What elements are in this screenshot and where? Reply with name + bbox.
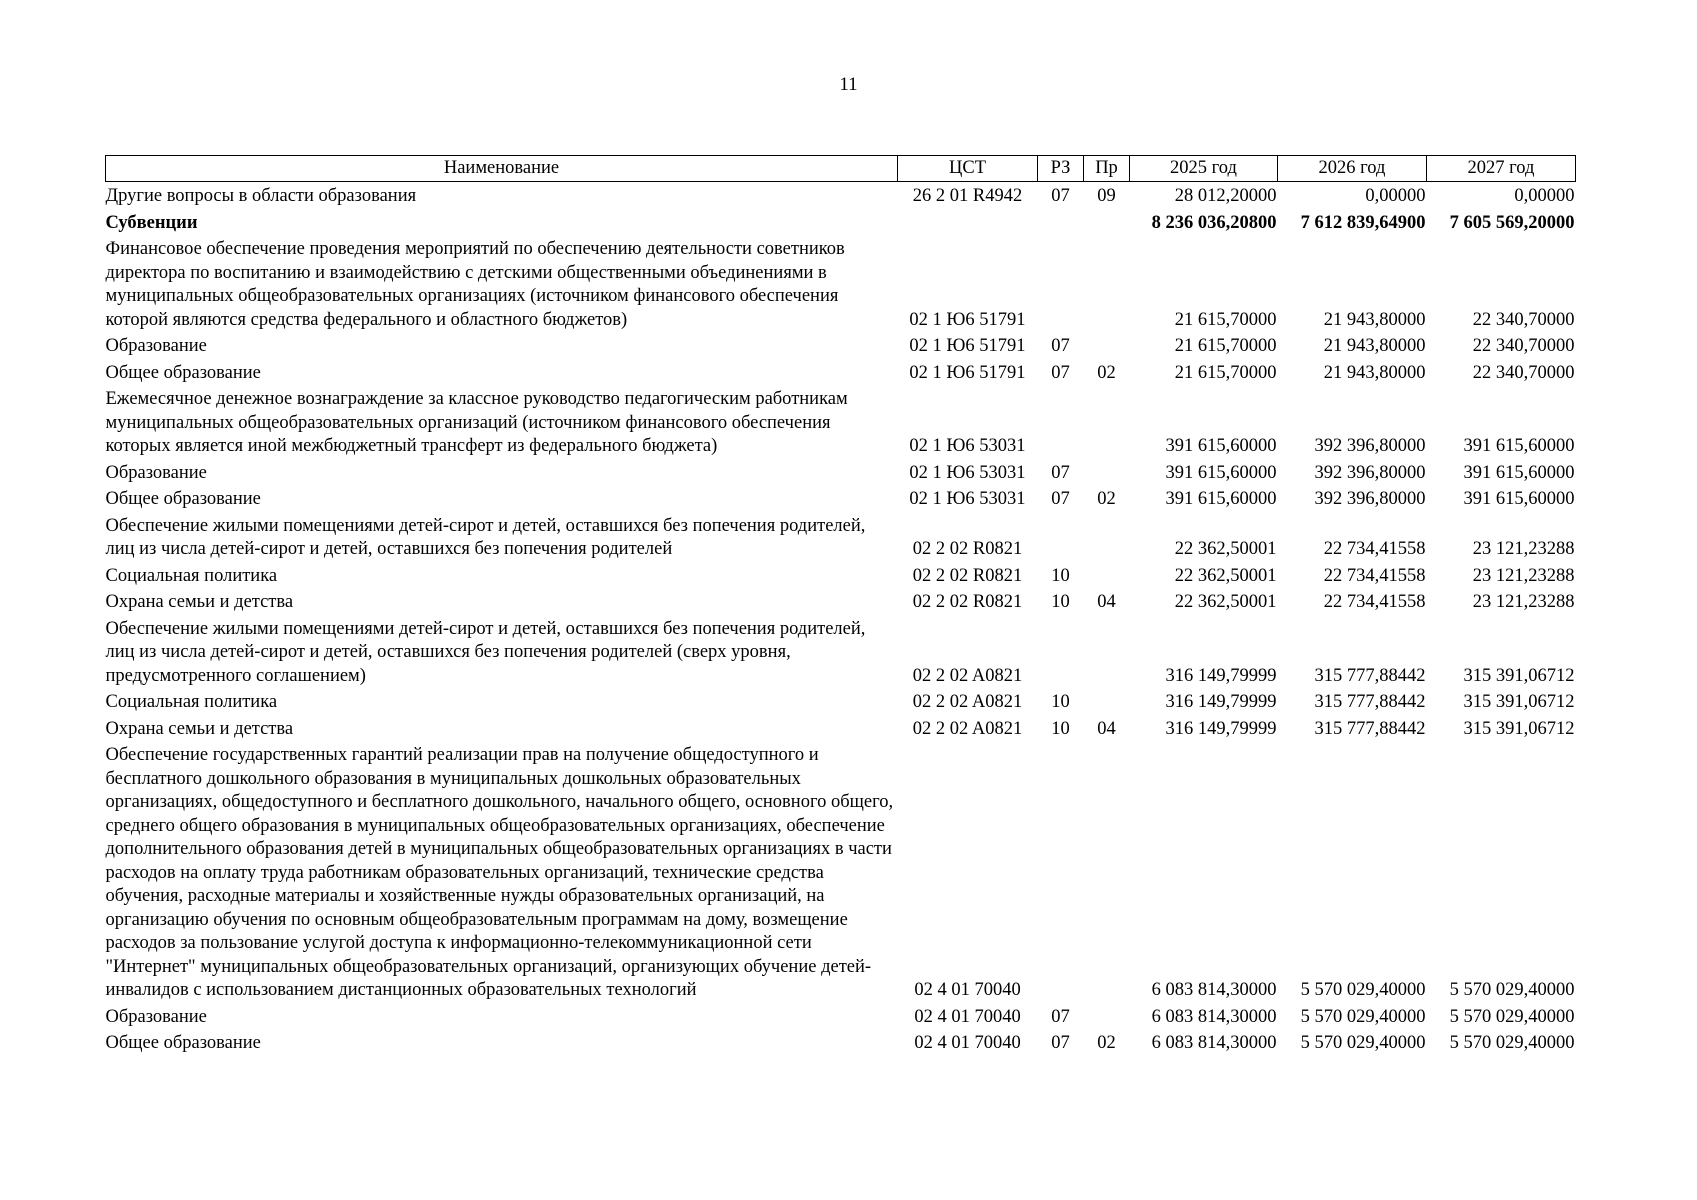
header-2027: 2027 год: [1427, 156, 1576, 182]
row-2027: 22 340,70000: [1472, 309, 1575, 330]
header-name: Наименование: [106, 156, 898, 182]
row-2027: 0,00000: [1514, 186, 1575, 206]
row-2026: 0,00000: [1365, 186, 1426, 206]
row-rz: 07: [1051, 186, 1070, 206]
row-name: Субвенции: [105, 212, 198, 233]
row-rz: 07: [1051, 362, 1070, 383]
row-2026: 5 570 029,40000: [1300, 1033, 1426, 1053]
row-rz: 07: [1051, 489, 1070, 509]
row-2027: 5 570 029,40000: [1449, 1006, 1575, 1027]
row-2026: 392 396,80000: [1314, 489, 1426, 509]
row-rz: 10: [1051, 565, 1070, 586]
row-pr: 04: [1097, 592, 1116, 612]
row-cst: 02 2 02 A0821: [912, 665, 1023, 686]
row-pr: 02: [1097, 362, 1116, 383]
row-cst: 26 2 01 R4942: [912, 186, 1023, 206]
row-cst: 02 2 02 A0821: [912, 718, 1023, 739]
row-name: Охрана семьи и детства: [105, 592, 294, 612]
row-2026: 21 943,80000: [1323, 336, 1426, 356]
page-number: 11: [839, 74, 858, 95]
header-rz: РЗ: [1038, 156, 1084, 182]
row-pr: [1084, 332, 1130, 359]
header-2026: 2026 год: [1278, 156, 1427, 182]
row-rz: 10: [1051, 692, 1070, 712]
row-cst: 02 1 Ю6 51791: [909, 362, 1026, 383]
row-pr: [1084, 209, 1130, 236]
row-2025: 22 362,50001: [1174, 539, 1277, 559]
row-cst: 02 1 Ю6 51791: [909, 336, 1026, 356]
header-pr: Пр: [1084, 156, 1130, 182]
row-pr: 04: [1097, 718, 1116, 739]
row-name: Другие вопросы в области образования: [105, 186, 417, 206]
row-cst: 02 1 Ю6 53031: [909, 462, 1026, 483]
table-row: [106, 235, 1576, 332]
row-2027: 22 340,70000: [1472, 362, 1575, 383]
row-2027: 391 615,60000: [1463, 489, 1575, 509]
row-2026: 392 396,80000: [1314, 436, 1426, 456]
row-rz: 10: [1051, 592, 1070, 612]
header-2025: 2025 год: [1130, 156, 1278, 182]
row-2026: 22 734,41558: [1323, 539, 1426, 559]
row-2027: 391 615,60000: [1463, 462, 1575, 483]
row-cst: 02 1 Ю6 53031: [909, 436, 1026, 456]
table-row: [106, 741, 1576, 1003]
row-2026: 7 612 839,64900: [1300, 212, 1426, 233]
row-rz: 07: [1051, 1006, 1070, 1027]
row-cst: 02 4 01 70040: [914, 980, 1021, 1000]
row-2025: 391 615,60000: [1165, 436, 1277, 456]
row-pr: [1084, 512, 1130, 562]
table-header: [106, 156, 1576, 182]
table-row: [106, 615, 1576, 689]
row-2027: 7 605 569,20000: [1449, 212, 1575, 233]
row-name: Обеспечение жилыми помещениями детей-сирот и детей, оставшихся без попечения родителей, лиц из числа детей-сирот и детей, оставшихся без попечения родителей: [105, 515, 866, 559]
row-2025: 21 615,70000: [1174, 309, 1277, 330]
table-row: [106, 332, 1576, 359]
row-pr: 02: [1097, 489, 1116, 509]
row-pr: 09: [1097, 186, 1116, 206]
table-row: [106, 182, 1576, 209]
row-2027: 5 570 029,40000: [1449, 1033, 1575, 1053]
row-2027: 5 570 029,40000: [1449, 980, 1575, 1000]
row-2025: 28 012,20000: [1174, 186, 1277, 206]
row-pr: [1084, 1003, 1130, 1030]
row-2026: 22 734,41558: [1323, 592, 1426, 612]
row-rz: [1038, 741, 1084, 1003]
row-2026: 5 570 029,40000: [1300, 980, 1426, 1000]
row-rz: 07: [1051, 336, 1070, 356]
row-name: Социальная политика: [105, 565, 278, 586]
row-name: Социальная политика: [105, 692, 278, 712]
row-2025: 391 615,60000: [1165, 489, 1277, 509]
row-rz: [1038, 385, 1084, 459]
row-2025: 22 362,50001: [1174, 565, 1277, 586]
budget-table: [105, 155, 1576, 1056]
table-row: [106, 512, 1576, 562]
row-pr: [1084, 741, 1130, 1003]
row-name: Образование: [105, 1006, 207, 1027]
row-2025: 6 083 814,30000: [1151, 1033, 1277, 1053]
table-row: [106, 485, 1576, 512]
row-pr: 02: [1097, 1033, 1116, 1053]
row-pr: [1084, 615, 1130, 689]
row-cst: 02 4 01 70040: [914, 1033, 1021, 1053]
row-2025: 316 149,79999: [1165, 692, 1277, 712]
table-row: [106, 562, 1576, 589]
row-cst: 02 2 02 R0821: [912, 592, 1023, 612]
row-2025: 6 083 814,30000: [1151, 1006, 1277, 1027]
row-cst: 02 2 02 R0821: [912, 565, 1023, 586]
row-name: Образование: [105, 336, 207, 356]
header-cst: ЦСТ: [898, 156, 1038, 182]
row-2026: 21 943,80000: [1323, 309, 1426, 330]
row-2027: 23 121,23288: [1472, 539, 1575, 559]
row-2027: 23 121,23288: [1472, 592, 1575, 612]
row-cst: 02 1 Ю6 51791: [909, 309, 1026, 330]
row-2025: 316 149,79999: [1165, 665, 1277, 686]
row-2025: 22 362,50001: [1174, 592, 1277, 612]
row-2027: 315 391,06712: [1463, 718, 1575, 739]
table-row: [106, 715, 1576, 742]
row-2025: 21 615,70000: [1174, 362, 1277, 383]
row-name: Общее образование: [105, 362, 261, 383]
row-pr: [1084, 459, 1130, 486]
row-name: Ежемесячное денежное вознаграждение за классное руководство педагогическим работникам муниципальных общеобразовательных организаций (источником финансового обеспечения которых является иной межбюджетный трансферт из федерального бюджета): [105, 389, 848, 456]
row-cst: 02 2 02 A0821: [912, 692, 1023, 712]
row-2026: 21 943,80000: [1323, 362, 1426, 383]
table-row: [106, 359, 1576, 386]
table-body: [106, 182, 1576, 1056]
row-2027: 22 340,70000: [1472, 336, 1575, 356]
row-name: Охрана семьи и детства: [105, 718, 294, 739]
row-name: Обеспечение государственных гарантий реализации прав на получение общедоступного и бесплатного дошкольного образования в муниципальных дошкольных образовательных организациях, общедоступного и бесплатного дошкольного, начального общего, основного общего, среднего общего образования в муниципальных общеобразовательных организациях, обеспечение дополнительного образования детей в муниципальных общеобразовательных организациях в части расходов на оплату труда работникам образовательных организаций, технические средства обучения, расходные материалы и хозяйственные нужды образовательных организаций, на организацию обучения по основным общеобразовательным программам на дому, возмещение расходов за пользование услугой доступа к информационно-телекоммуникационной сети "Интернет" муниципальных общеобразовательных организаций, организующих обучение детей-инвалидов с использованием дистанционных образовательных технологий: [105, 745, 894, 1000]
row-cst: 02 1 Ю6 53031: [909, 489, 1026, 509]
row-rz: 10: [1051, 718, 1070, 739]
row-name: Образование: [105, 462, 207, 483]
row-2026: 315 777,88442: [1314, 718, 1426, 739]
row-2027: 315 391,06712: [1463, 692, 1575, 712]
row-cst: 02 4 01 70040: [914, 1006, 1021, 1027]
row-2025: 8 236 036,20800: [1151, 212, 1277, 233]
table-row: [106, 1029, 1576, 1056]
row-pr: [1084, 688, 1130, 715]
row-2026: 315 777,88442: [1314, 692, 1426, 712]
row-pr: [1084, 235, 1130, 332]
row-pr: [1084, 562, 1130, 589]
table-row: [106, 209, 1576, 236]
row-rz: 07: [1051, 462, 1070, 483]
table-row: [106, 459, 1576, 486]
row-2025: 316 149,79999: [1165, 718, 1277, 739]
table-row: [106, 688, 1576, 715]
row-2027: 23 121,23288: [1472, 565, 1575, 586]
table-row: [106, 588, 1576, 615]
row-2027: 315 391,06712: [1463, 665, 1575, 686]
row-rz: [1038, 235, 1084, 332]
row-cst: 02 2 02 R0821: [912, 539, 1023, 559]
row-rz: [1038, 512, 1084, 562]
row-2025: 21 615,70000: [1174, 336, 1277, 356]
table-row: [106, 385, 1576, 459]
row-rz: 07: [1051, 1033, 1070, 1053]
row-2026: 22 734,41558: [1323, 565, 1426, 586]
row-pr: [1084, 385, 1130, 459]
row-rz: [1038, 615, 1084, 689]
row-2025: 391 615,60000: [1165, 462, 1277, 483]
table-row: [106, 1003, 1576, 1030]
row-2026: 315 777,88442: [1314, 665, 1426, 686]
row-cst: [898, 209, 1038, 236]
row-rz: [1038, 209, 1084, 236]
row-name: Обеспечение жилыми помещениями детей-сирот и детей, оставшихся без попечения родителей, лиц из числа детей-сирот и детей, оставшихся без попечения родителей (сверх уровня, предусмотренного соглашением): [105, 618, 866, 686]
row-name: Общее образование: [105, 1033, 261, 1053]
row-2026: 392 396,80000: [1314, 462, 1426, 483]
row-2025: 6 083 814,30000: [1151, 980, 1277, 1000]
row-name: Общее образование: [105, 489, 261, 509]
row-2026: 5 570 029,40000: [1300, 1006, 1426, 1027]
row-name: Финансовое обеспечение проведения мероприятий по обеспечению деятельности советников директора по воспитанию и взаимодействию с детскими общественными объединениями в муниципальных общеобразовательных организациях (источником финансового обеспечения которой являются средства федерального и областного бюджетов): [105, 239, 845, 330]
row-2027: 391 615,60000: [1463, 436, 1575, 456]
